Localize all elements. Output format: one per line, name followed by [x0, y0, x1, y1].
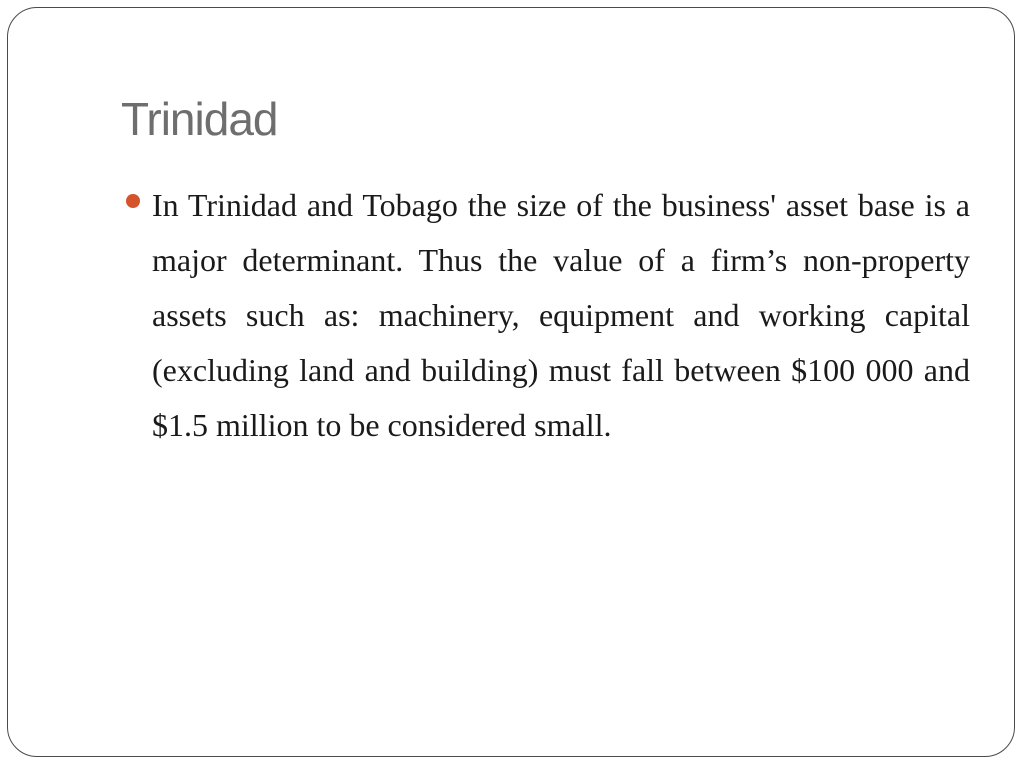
- slide-title: Trinidad: [121, 93, 278, 145]
- bullet-item: [152, 178, 970, 453]
- bullet-list: [152, 178, 970, 453]
- slide-frame: [7, 7, 1015, 757]
- bullet-text: In Trinidad and Tobago the size of the business' asset base is a major determinant. Thus the value of a firm’s non-property assets such as: machinery, equipment and working capital (excluding land and building) must fall between $100 000 and $1.5 million to be considered small.: [152, 187, 970, 443]
- bullet-dot-icon: [126, 194, 140, 208]
